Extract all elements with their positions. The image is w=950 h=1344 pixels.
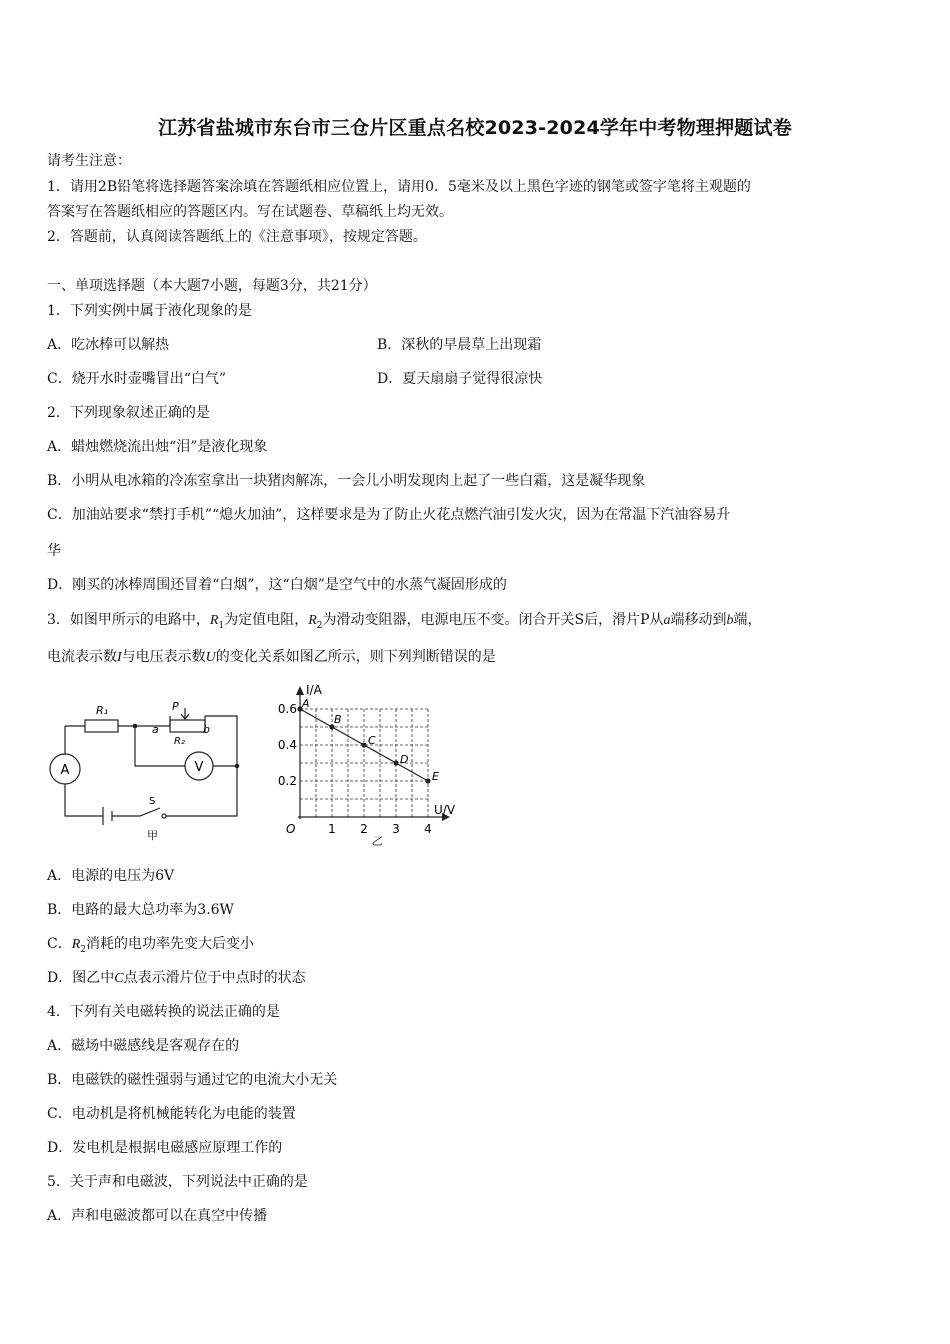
resistor-r1	[85, 720, 118, 732]
b-label: b	[203, 723, 210, 736]
q2-option-c-line2: 华	[47, 543, 61, 559]
q4-option-d: D．发电机是根据电磁感应原理工作的	[47, 1140, 283, 1156]
x-tick-label: 4	[424, 822, 432, 836]
q2-option-a: A．蜡烛燃烧流出烛“泪”是液化现象	[47, 439, 268, 455]
origin-label: O	[286, 822, 296, 836]
q3-stem-line2: 电流表示数I与电压表示数U的变化关系如图乙所示，则下列判断错误的是	[47, 649, 496, 665]
q2-option-b: B．小明从电冰箱的冷冻室拿出一块猪肉解冻，一会儿小明发现肉上起了一些白霜，这是凝华现象	[47, 473, 646, 489]
switch-label: S	[149, 796, 156, 807]
notice-item-1a: 1．请用2B铅笔将选择题答案涂填在答题纸相应位置上，请用0．5毫米及以上黑色字迹的钢笔或签字笔将主观题的	[47, 179, 751, 195]
y-axis-label: I/A	[306, 683, 322, 697]
q2-option-c-line1: C．加油站要求“禁打手机”“熄火加油”，这样要求是为了防止火花点燃汽油引发火灾，因为在常温下汽油容易升	[47, 507, 731, 523]
switch-pivot	[162, 814, 166, 818]
circuit-diagram	[40, 686, 250, 846]
notice-heading: 请考生注意：	[47, 153, 131, 169]
r1-label: R₁	[96, 704, 109, 717]
data-point-label: E	[432, 770, 439, 783]
q3-option-c: C．$R_2$消耗的电功率先变大后变小	[47, 936, 255, 955]
x-tick-label: 1	[328, 822, 336, 836]
data-point	[361, 742, 366, 747]
notice-item-1b: 答案写在答题纸相应的答题区内。写在试题卷、草稿纸上均无效。	[47, 204, 453, 220]
x-tick-label: 2	[360, 822, 368, 836]
q4-option-b: B．电磁铁的磁性强弱与通过它的电流大小无关	[47, 1072, 338, 1088]
slider-arrow	[181, 708, 189, 719]
data-point	[393, 760, 398, 765]
q1-option-b: B．深秋的早晨草上出现霜	[377, 337, 542, 353]
q3-stem-line1: 3．如图甲所示的电路中，$R_1$为定值电阻，$R_2$为滑动变阻器，电源电压不变。闭合开关S后，滑片P从a端移动到b端，	[47, 612, 762, 631]
y-tick-label: 0.6	[277, 702, 297, 716]
graph-caption: 乙	[371, 835, 383, 848]
q3-option-b: B．电路的最大总功率为3.6W	[47, 902, 234, 918]
q5-stem: 5．关于声和电磁波，下列说法中正确的是	[47, 1174, 308, 1190]
q1-stem: 1．下列实例中属于液化现象的是	[47, 303, 252, 319]
circuit-caption: 甲	[147, 829, 158, 842]
y-tick-label: 0.4	[277, 738, 297, 752]
data-point-label: C	[368, 734, 376, 747]
q1-option-d: D．夏天扇扇子觉得很凉快	[377, 371, 543, 387]
p-label: P	[172, 700, 179, 713]
page-title: 江苏省盐城市东台市三仓片区重点名校2023-2024学年中考物理押题试卷	[158, 117, 792, 139]
resistor-r2	[170, 720, 205, 732]
junction-dot	[133, 724, 138, 729]
q3-option-d: D．图乙中C点表示滑片位于中点时的状态	[47, 970, 306, 986]
iu-graph	[270, 680, 470, 850]
data-point-label: B	[334, 713, 342, 726]
junction-dot	[235, 764, 240, 769]
q4-option-c: C．电动机是将机械能转化为电能的装置	[47, 1106, 296, 1122]
voltmeter-label: V	[194, 760, 204, 775]
section-heading: 一、单项选择题（本大题7小题，每题3分，共21分）	[47, 278, 377, 294]
x-axis-label: U/V	[434, 803, 456, 817]
q4-option-a: A．磁场中磁感线是客观存在的	[47, 1038, 240, 1054]
data-point	[425, 778, 430, 783]
x-tick-label: 3	[392, 822, 400, 836]
q1-option-a: A．吃冰棒可以解热	[47, 337, 170, 353]
data-point-label: D	[400, 753, 409, 766]
q2-stem: 2．下列现象叙述正确的是	[47, 405, 210, 421]
ammeter-label: A	[60, 763, 70, 778]
q4-stem: 4．下列有关电磁转换的说法正确的是	[47, 1004, 280, 1020]
q3-option-a: A．电源的电压为6V	[47, 868, 175, 884]
q5-option-a: A．声和电磁波都可以在真空中传播	[47, 1208, 268, 1224]
notice-item-2: 2．答题前，认真阅读答题纸上的《注意事项》，按规定答题。	[47, 229, 427, 245]
y-axis-arrow	[296, 686, 304, 695]
data-point-label: A	[302, 697, 310, 710]
r2-label: R₂	[174, 736, 185, 747]
a-label: a	[152, 723, 159, 736]
battery-symbol	[103, 807, 112, 825]
y-tick-label: 0.2	[277, 774, 297, 788]
q2-option-d: D．刚买的冰棒周围还冒着“白烟”，这“白烟”是空气中的水蒸气凝固形成的	[47, 577, 507, 593]
q1-option-c: C．烧开水时壶嘴冒出“白气”	[47, 371, 227, 387]
